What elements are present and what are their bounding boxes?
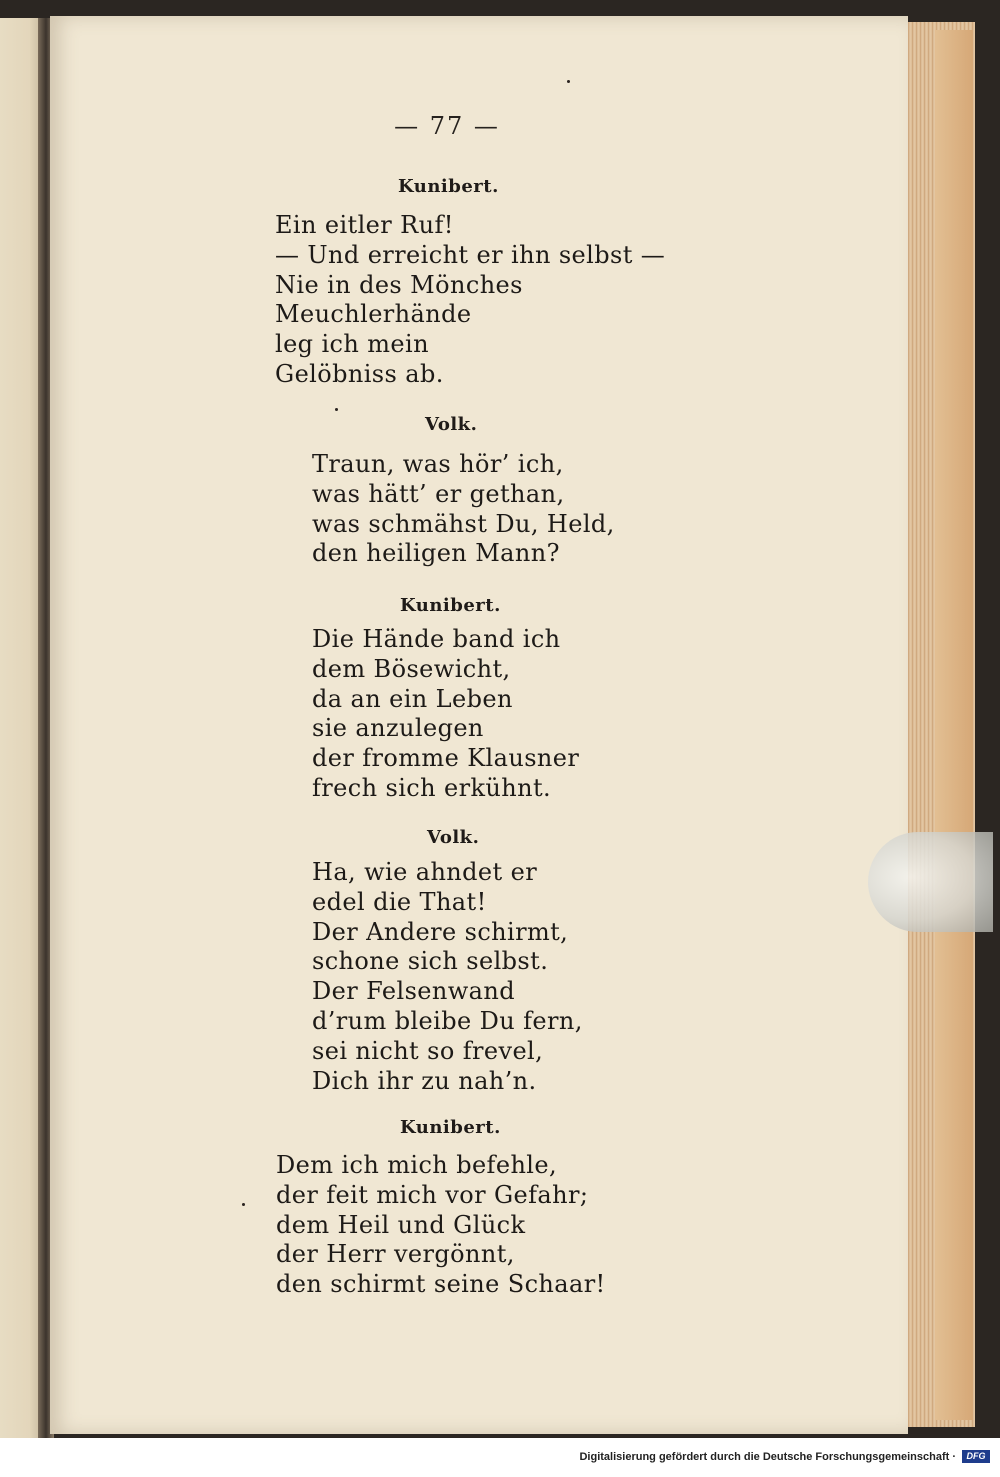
verse-line: — Und erreicht er ihn selbst — (275, 240, 666, 269)
verse-line: Dem ich mich befehle, (276, 1151, 558, 1179)
verse-block (312, 450, 615, 569)
verse-line: d’rum bleibe Du fern, (312, 1006, 583, 1035)
verse-line: Traun, was hör’ ich, (312, 450, 564, 478)
verse-line: was hätt’ er gethan, (312, 479, 565, 508)
verse-line: Ha, wie ahndet er (312, 858, 538, 886)
verse-line: dem Heil und Glück (276, 1210, 526, 1239)
verse-line: da an ein Leben (312, 684, 513, 713)
footer-credit: Digitalisierung gefördert durch die Deutsche Forschungsgemeinschaft · (579, 1451, 956, 1463)
verse-line: Meuchlerhände (275, 300, 472, 329)
verse-line: Nie in des Mönches (275, 270, 523, 299)
verse-line: den schirmt seine Schaar! (276, 1270, 606, 1299)
verse-line: Der Andere schirmt, (312, 917, 569, 946)
speaker-label: Volk. (427, 827, 480, 848)
verse-line: der fromme Klausner (312, 744, 580, 773)
verse-line: Dich ihr zu nah’n. (312, 1066, 537, 1095)
verse-block (312, 858, 583, 1096)
left-page-edge (0, 18, 42, 1438)
ink-speck (567, 80, 570, 83)
dfg-logo: DFG (962, 1450, 990, 1463)
speaker-label: Kunibert. (400, 1117, 501, 1138)
verse-line: Die Hände band ich (312, 625, 561, 653)
ink-speck (242, 1203, 245, 1206)
page-number: — 77 — (394, 112, 500, 140)
verse-line: was schmähst Du, Held, (312, 509, 615, 538)
verse-line: den heiligen Mann? (312, 539, 560, 568)
ink-speck (335, 408, 338, 411)
verse-block (276, 1151, 606, 1300)
verse-line: Der Felsenwand (312, 977, 516, 1006)
verse-line: schone sich selbst. (312, 947, 549, 976)
verse-line: frech sich erkühnt. (312, 773, 552, 802)
verse-line: der Herr vergönnt, (276, 1240, 515, 1269)
verse-block (275, 211, 665, 390)
speaker-label: Volk. (425, 414, 478, 435)
speaker-label: Kunibert. (400, 595, 501, 616)
verse-line: leg ich mein (275, 330, 429, 359)
glass-page-clip (868, 832, 993, 932)
verse-line: dem Bösewicht, (312, 654, 511, 683)
speaker-label: Kunibert. (398, 176, 499, 197)
verse-block (312, 625, 579, 804)
verse-line: edel die That! (312, 887, 487, 916)
verse-line: sie anzulegen (312, 714, 484, 743)
page-stack-outer (935, 30, 973, 1420)
verse-line: Gelöbniss ab. (275, 359, 444, 388)
verse-line: Ein eitler Ruf! (275, 211, 454, 239)
footer-bar (0, 1438, 1000, 1477)
verse-line: der feit mich vor Gefahr; (276, 1180, 589, 1209)
verse-line: sei nicht so frevel, (312, 1036, 544, 1065)
